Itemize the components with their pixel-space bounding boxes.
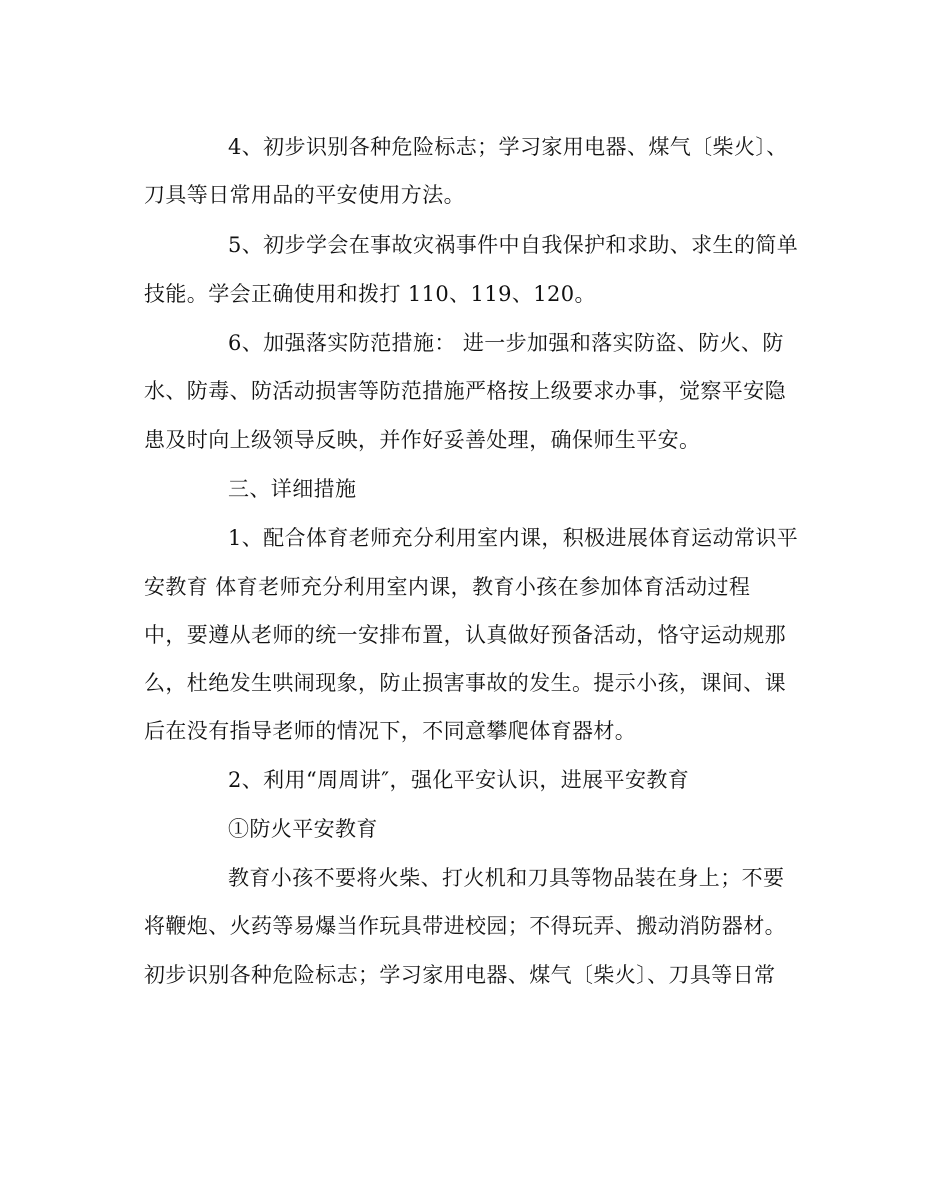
text-line: 患及时向上级领导反映，并作好妥善处理，确保师生平安。 — [144, 428, 701, 452]
text-line: 后在没有指导老师的情况下，不同意攀爬体育器材。 — [144, 719, 637, 743]
subsection-heading: ①防火平安教育 — [228, 817, 378, 841]
text-line: 2、利用“周周讲″，强化平安认识，进展平安教育 — [228, 768, 690, 792]
text-line: 5、初步学会在事故灾祸事件中自我保护和求助、求生的简单 — [228, 233, 799, 257]
section-heading: 三、详细措施 — [228, 477, 357, 501]
text-line: 4、初步识别各种危险标志；学习家用电器、煤气〔柴火〕、 — [228, 135, 788, 159]
text-line: 技能。学会正确使用和拨打 110、119、120。 — [144, 282, 596, 306]
text-line: 将鞭炮、火药等易爆当作玩具带进校园；不得玩弄、搬动消防器材。 — [144, 914, 786, 938]
text-line: 么，杜绝发生哄闹现象，防止损害事故的发生。提示小孩，课间、课 — [144, 671, 786, 695]
text-line: 1、配合体育老师充分利用室内课，积极进展体育运动常识平 — [228, 526, 799, 550]
text-line: 6、加强落实防范措施： 进一步加强和落实防盗、防火、防 — [228, 331, 784, 355]
text-line: 水、防毒、防活动损害等防范措施严格按上级要求办事，觉察平安隐 — [144, 379, 786, 403]
text-line: 中，要遵从老师的统一安排布置，认真做好预备活动，恪守运动规那 — [144, 623, 786, 647]
text-line: 初步识别各种危险标志；学习家用电器、煤气〔柴火〕、刀具等日常 — [144, 963, 776, 987]
text-line: 刀具等日常用品的平安使用方法。 — [144, 183, 465, 207]
text-line: 安教育 体育老师充分利用室内课，教育小孩在参加体育活动过程 — [144, 575, 751, 599]
text-line: 教育小孩不要将火柴、打火机和刀具等物品装在身上；不要 — [228, 866, 785, 890]
